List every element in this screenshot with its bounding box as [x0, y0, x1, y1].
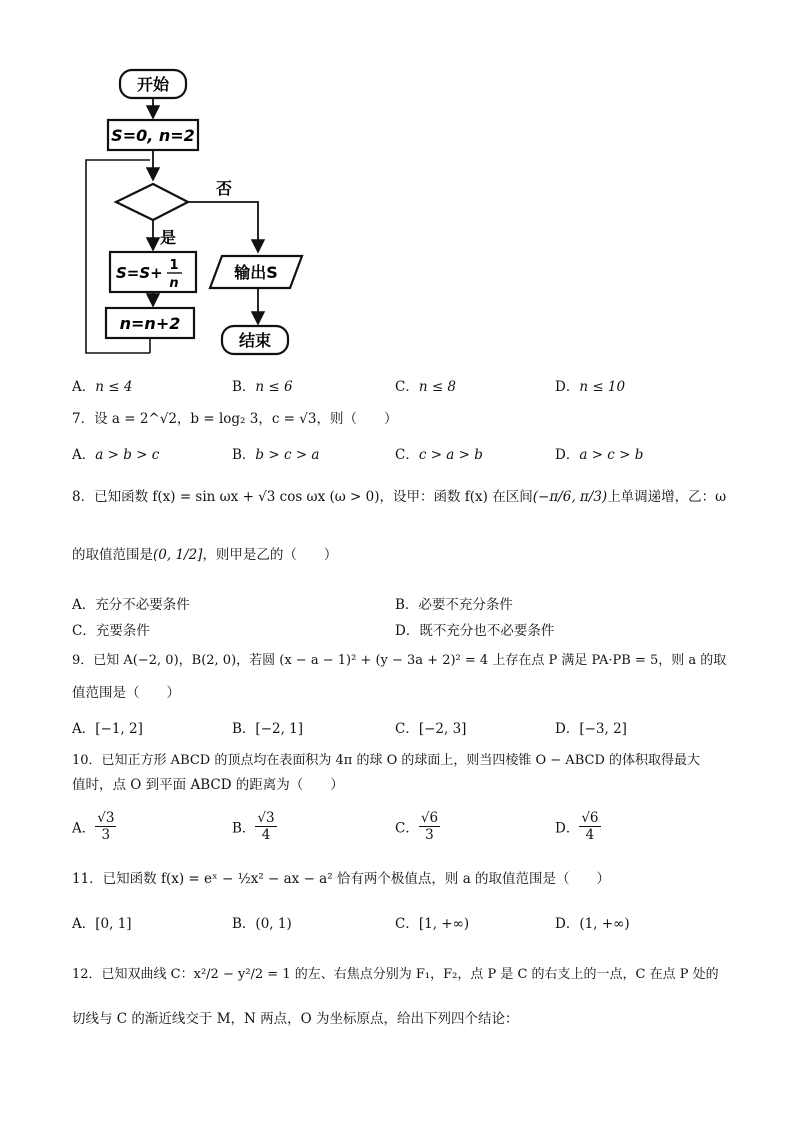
q10-option-c[interactable]: C． $\frac{√6}{3}$ — [395, 810, 439, 843]
update-n-label: n=n+2 — [119, 314, 181, 333]
q10-stem-line1: 10．已知正方形 ABCD 的顶点均在表面积为 4π 的球 O 的球面上，则当四棱锥 O − ABCD 的体积取得最大 — [72, 753, 700, 768]
q6-option-c[interactable]: C．n ≤ 8 — [395, 379, 457, 395]
init-label: S=0, n=2 — [111, 126, 195, 145]
q10-option-a[interactable]: A． $\frac{√3}{3}$ — [72, 810, 115, 843]
q11-option-d[interactable]: D．(1, +∞) — [555, 916, 630, 932]
q11-stem: 11．已知函数 f(x) = eˣ − ½x² − ax − a² 恰有两个极值点，则 a 的取值范围是（ ） — [72, 871, 611, 887]
update-s-den: n — [169, 276, 179, 291]
q11-option-b[interactable]: B．(0, 1) — [232, 916, 292, 932]
q12-stem-line1: 12．已知双曲线 C：x²/2 − y²/2 = 1 的左、右焦点分别为 F₁，F₂，点 P 是 C 的右支上的一点，C 在点 P 处的 — [72, 967, 719, 982]
q9-option-b[interactable]: B．[−2, 1] — [232, 721, 304, 737]
q8-stem-line1: 8．已知函数 f(x) = sin ωx + √3 cos ωx (ω > 0)，设甲：函数 f(x) 在区间(−π/6, π/3)上单调递增，乙：ω — [72, 489, 727, 505]
yes-label: 是 — [160, 228, 177, 247]
end-label: 结束 — [238, 331, 272, 350]
update-s-num: 1 — [169, 258, 179, 273]
q9-option-a[interactable]: A．[−1, 2] — [72, 721, 143, 737]
q9-option-d[interactable]: D．[−3, 2] — [555, 721, 627, 737]
q9-option-c[interactable]: C．[−2, 3] — [395, 721, 467, 737]
q6-option-b[interactable]: B．n ≤ 6 — [232, 379, 293, 395]
q8-option-b[interactable]: B．必要不充分条件 — [395, 597, 513, 613]
q7-option-c[interactable]: C．c > a > b — [395, 447, 483, 463]
q7-option-b[interactable]: B．b > c > a — [232, 447, 320, 463]
q8-option-a[interactable]: A．充分不必要条件 — [72, 597, 190, 613]
q7-stem: 7．设 a = 2^√2，b = log₂ 3，c = √3，则（ ） — [72, 411, 398, 427]
decision-node — [116, 184, 188, 220]
update-s-label: S=S+ — [116, 264, 163, 282]
q9-stem-line2: 值范围是（ ） — [72, 685, 180, 701]
q11-option-a[interactable]: A．[0, 1] — [72, 916, 132, 932]
q6-option-d[interactable]: D．n ≤ 10 — [555, 379, 626, 395]
q10-stem-line2: 值时，点 O 到平面 ABCD 的距离为（ ） — [72, 777, 344, 793]
start-label: 开始 — [136, 75, 170, 94]
q8-interval: (−π/6, π/3) — [532, 489, 608, 505]
flowchart — [70, 60, 320, 365]
q8-option-c[interactable]: C．充要条件 — [72, 623, 150, 639]
q8-option-d[interactable]: D．既不充分也不必要条件 — [395, 623, 555, 639]
q8-range: (0, 1/2] — [153, 547, 203, 563]
q10-option-d[interactable]: D． $\frac{√6}{4}$ — [555, 810, 599, 843]
q12-stem-line2: 切线与 C 的渐近线交于 M，N 两点，O 为坐标原点，给出下列四个结论： — [72, 1011, 519, 1027]
q6-option-a[interactable]: A．n ≤ 4 — [72, 379, 133, 395]
q7-option-d[interactable]: D．a > c > b — [555, 447, 644, 463]
q7-option-a[interactable]: A．a > b > c — [72, 447, 160, 463]
q11-option-c[interactable]: C．[1, +∞) — [395, 916, 470, 932]
output-label: 输出S — [234, 263, 278, 282]
q8-stem-line2: 的取值范围是(0, 1/2]，则甲是乙的（ ） — [72, 547, 338, 563]
q9-stem-line1: 9．已知 A(−2, 0)，B(2, 0)，若圆 (x − a − 1)² + (y − 3a + 2)² = 4 上存在点 P 满足 PA·PB = 5，则 a 的取 — [72, 653, 727, 668]
q10-option-b[interactable]: B． $\frac{√3}{4}$ — [232, 810, 275, 843]
no-label: 否 — [216, 179, 233, 198]
